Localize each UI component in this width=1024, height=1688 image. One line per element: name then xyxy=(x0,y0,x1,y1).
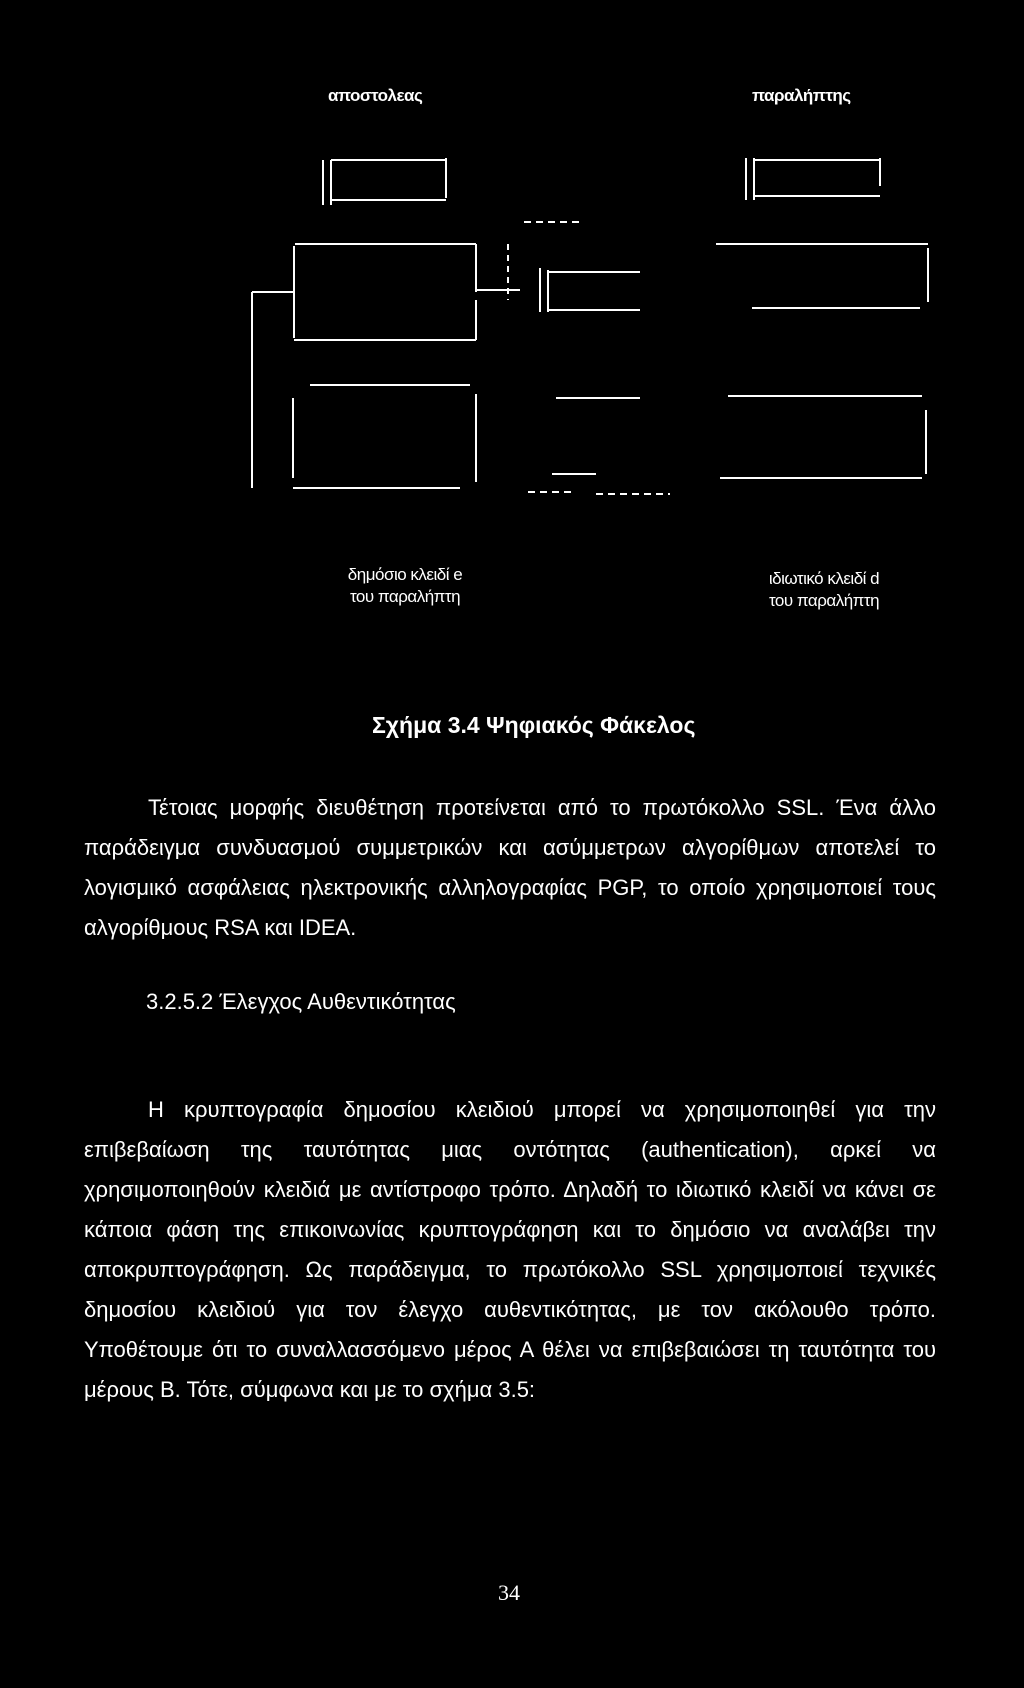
paragraph-2-line: αποκρυπτογράφηση. Ως παράδειγμα, το πρωτόκολλο SSL χρησιμοποιεί τεχνικές xyxy=(84,1257,936,1282)
digital-envelope-diagram xyxy=(0,0,1024,640)
paragraph-1 xyxy=(84,788,936,948)
receiver-decrypt-box xyxy=(716,244,928,308)
paragraph-2 xyxy=(84,1090,936,1410)
middle-key-box xyxy=(540,268,640,312)
sender-message-box xyxy=(323,158,446,205)
paragraph-2-line: Υποθέτουμε ότι το συναλλασσόμενο μέρος Α θέλει να επιβεβαιώσει τη ταυτότητα του xyxy=(84,1337,936,1362)
paragraph-2-line: κάποια φάση της επικοινωνίας κρυπτογράφηση και το δημόσιο να αναλάβει την xyxy=(84,1217,936,1242)
paragraph-2-line: μέρους Β. Τότε, σύμφωνα και με το σχήμα 3.5: xyxy=(84,1377,536,1402)
private-key-label-line1: ιδιωτικό κλειδί d xyxy=(768,569,880,588)
paragraph-2-line: δημοσίου κλειδιού για τον έλεγχο αυθεντικότητας, με τον ακόλουθο τρόπο. xyxy=(84,1297,936,1322)
figure-caption: Σχήμα 3.4 Ψηφιακός Φάκελος xyxy=(372,712,696,738)
paragraph-2-line: Η κρυπτογραφία δημοσίου κλειδιού μπορεί να χρησιμοποιηθεί για την xyxy=(148,1097,936,1122)
paragraph-1-line: αλγορίθμους RSA και IDEA. xyxy=(84,915,357,940)
paragraph-2-line: επιβεβαίωση της ταυτότητας μιας οντότητας (authentication), αρκεί να xyxy=(84,1137,936,1162)
public-key-label xyxy=(330,564,480,608)
receiver-envelope-box xyxy=(720,396,926,478)
section-heading: 3.2.5.2 Έλεγχος Αυθεντικότητας xyxy=(146,989,456,1014)
paragraph-1-line: παράδειγμα συνδυασμού συμμετρικών και ασύμμετρων αλγορίθμων αποτελεί το xyxy=(84,835,936,860)
paragraph-2-line: χρησιμοποιηθούν κλειδιά με αντίστροφο τρόπο. Δηλαδή το ιδιωτικό κλειδί να κάνει σε xyxy=(84,1177,936,1202)
page-number: 34 xyxy=(498,1580,520,1605)
paragraph-1-line: λογισμικό ασφάλειας ηλεκτρονικής αλληλογραφίας PGP, το οποίο χρησιμοποιεί τους xyxy=(84,875,936,900)
sender-envelope-box xyxy=(293,385,476,488)
sender-label: αποστολεας xyxy=(328,86,423,105)
private-key-label-line2: του παραλήπτη xyxy=(768,591,880,610)
public-key-label-line1: δημόσιο κλειδί e xyxy=(347,565,463,584)
receiver-label: παραλήπτης xyxy=(752,86,851,105)
receiver-message-box xyxy=(746,158,880,200)
public-key-label-line2: του παραλήπτη xyxy=(349,587,461,606)
private-key-label xyxy=(746,568,902,612)
paragraph-1-line: Τέτοιας μορφής διευθέτηση προτείνεται από το πρωτόκολλο SSL. Ένα άλλο xyxy=(148,795,936,820)
